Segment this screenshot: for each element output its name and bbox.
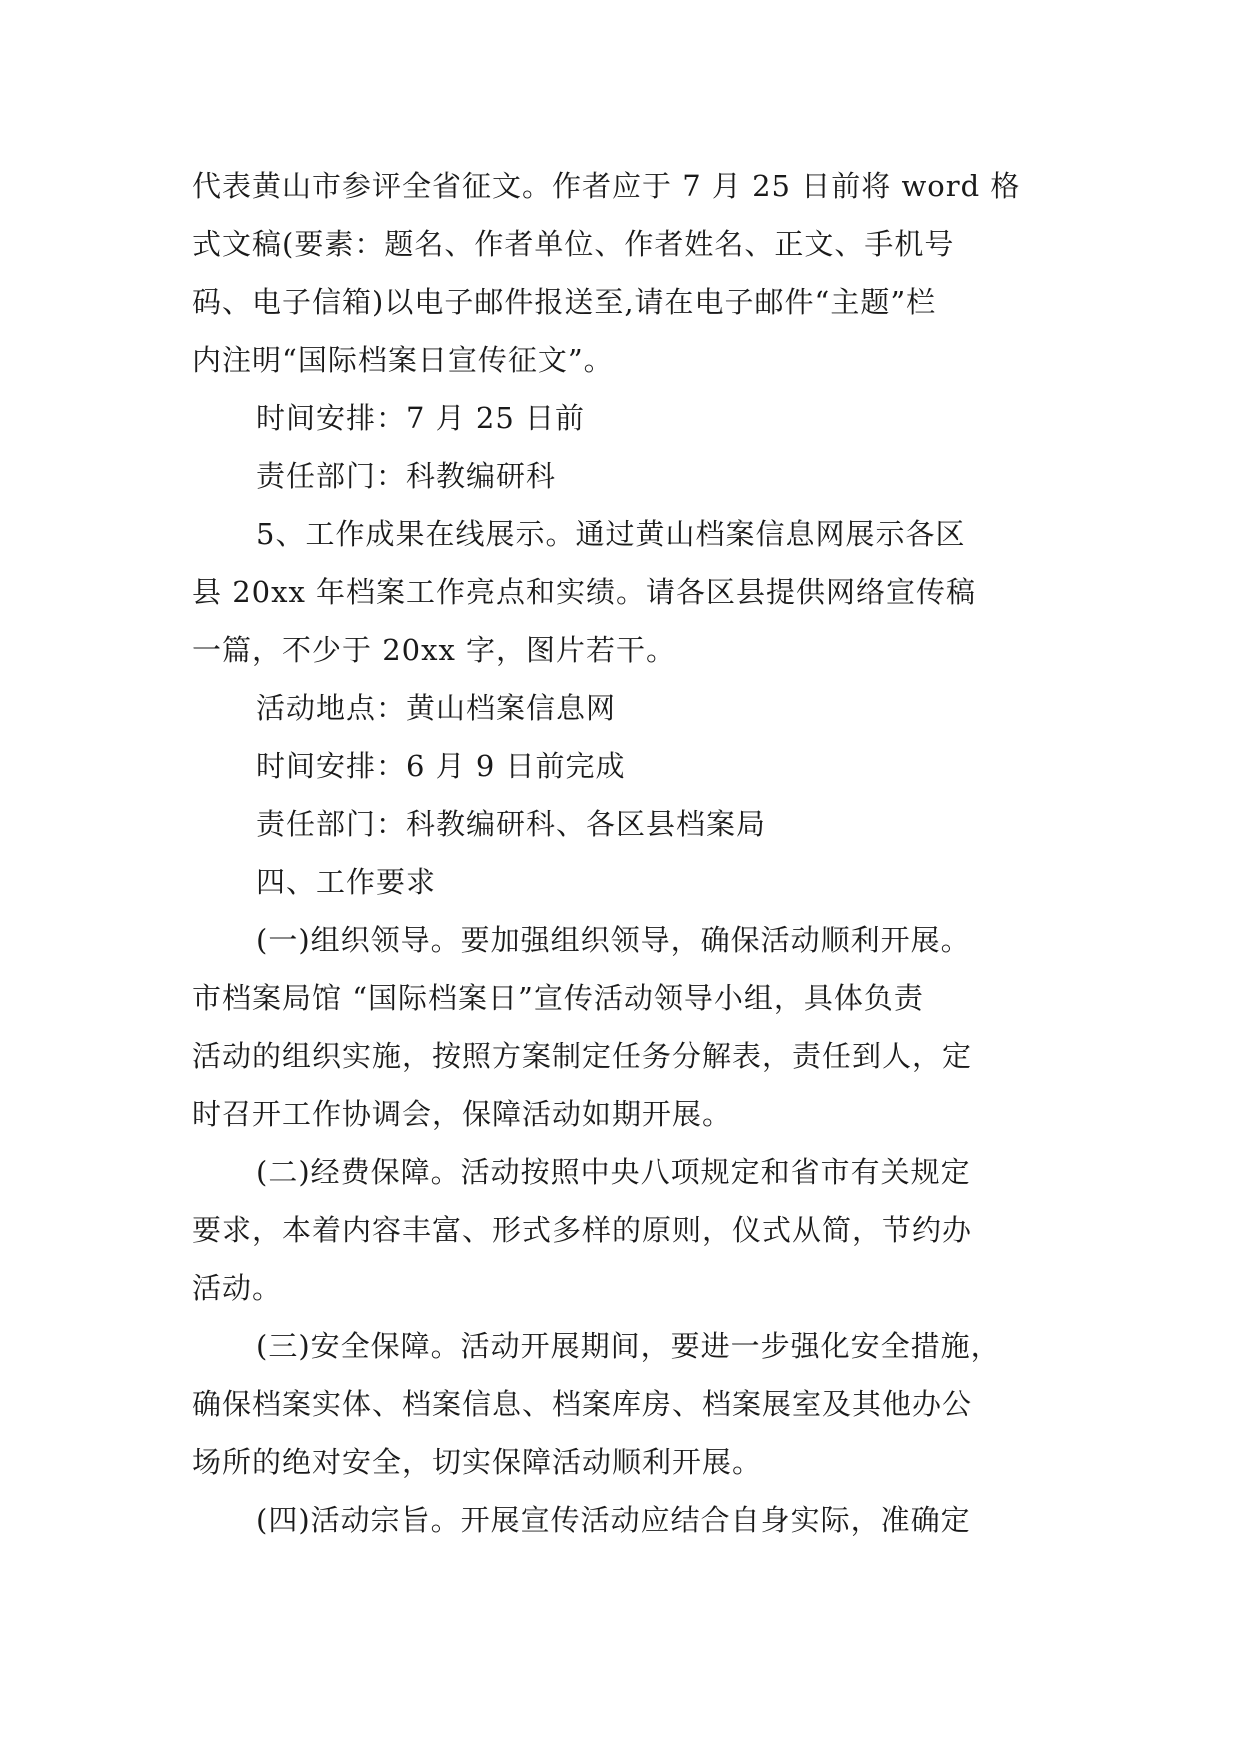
text-line: 县 20xx 年档案工作亮点和实绩。请各区县提供网络宣传稿: [192, 575, 977, 609]
text-line: 确保档案实体、档案信息、档案库房、档案展室及其他办公: [192, 1387, 973, 1421]
text-line: 市档案局馆 “国际档案日”宣传活动领导小组，具体负责: [192, 981, 924, 1015]
department-line: 责任部门：科教编研科: [256, 459, 557, 493]
requirement-heading: (一)组织领导。要加强组织领导，确保活动顺利开展。: [256, 923, 971, 957]
schedule-line: 时间安排：6 月 9 日前完成: [256, 749, 626, 783]
requirement-heading: (二)经费保障。活动按照中央八项规定和省市有关规定: [256, 1155, 971, 1189]
section-heading: 四、工作要求: [256, 865, 437, 899]
document-body: [192, 157, 1062, 1549]
item-heading: 5、工作成果在线展示。通过黄山档案信息网展示各区: [256, 517, 966, 551]
text-line: 时召开工作协调会，保障活动如期开展。: [192, 1097, 733, 1131]
text-line: 要求，本着内容丰富、形式多样的原则，仪式从简，节约办: [192, 1213, 973, 1247]
text-line: 活动。: [192, 1271, 283, 1305]
text-line: 代表黄山市参评全省征文。作者应于 7 月 25 日前将 word 格: [192, 169, 1021, 203]
schedule-line: 时间安排：7 月 25 日前: [256, 401, 586, 435]
text-line: 码、电子信箱)以电子邮件报送至,请在电子邮件“主题”栏: [192, 285, 937, 319]
requirement-heading: (四)活动宗旨。开展宣传活动应结合自身实际，准确定: [256, 1503, 971, 1537]
text-line: 一篇，不少于 20xx 字，图片若干。: [192, 633, 677, 667]
department-line: 责任部门：科教编研科、各区县档案局: [256, 807, 767, 841]
text-line: 活动的组织实施，按照方案制定任务分解表，责任到人，定: [192, 1039, 973, 1073]
text-line: 式文稿(要素：题名、作者单位、作者姓名、正文、手机号: [192, 227, 955, 261]
text-line: 场所的绝对安全，切实保障活动顺利开展。: [192, 1445, 763, 1479]
requirement-heading: (三)安全保障。活动开展期间，要进一步强化安全措施，: [256, 1329, 1001, 1363]
location-line: 活动地点：黄山档案信息网: [256, 691, 617, 725]
text-line: 内注明“国际档案日宣传征文”。: [192, 343, 614, 377]
